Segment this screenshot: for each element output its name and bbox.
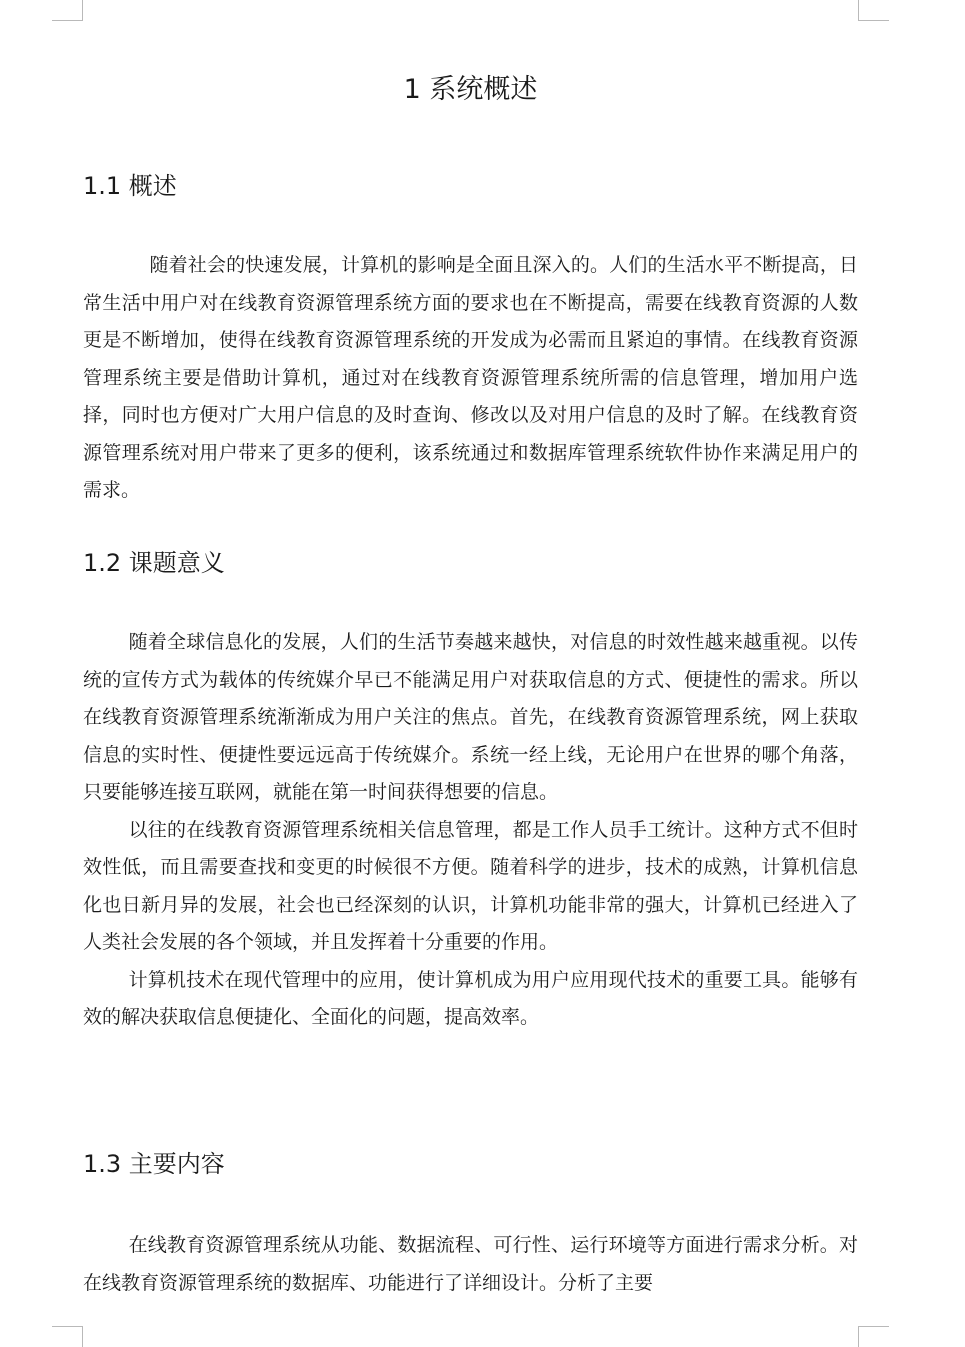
- paragraph: 在线教育资源管理系统从功能、数据流程、可行性、运行环境等方面进行需求分析。对在线教育资源管理系统的数据库、功能进行了详细设计。分析了主要: [83, 1234, 858, 1294]
- section-body-significance: [83, 624, 858, 1037]
- crop-mark-top-right: [858, 0, 889, 21]
- section-body-main-content: [83, 1227, 858, 1302]
- chapter-title: 1 系统概述: [403, 74, 538, 105]
- crop-mark-bottom-right: [858, 1326, 889, 1347]
- crop-mark-bottom-left: [52, 1326, 83, 1347]
- section-title-significance: 1.2 课题意义: [83, 549, 225, 577]
- paragraph: 随着社会的快速发展，计算机的影响是全面且深入的。人们的生活水平不断提高，日常生活中用户对在线教育资源管理系统方面的要求也在不断提高，需要在线教育资源的人数更是不断增加，使得在线教育资源管理系统的开发成为必需而且紧迫的事情。在线教育资源管理系统主要是借助计算机，通过对在线教育资源管理系统所需的信息管理，增加用户选择，同时也方便对广大用户信息的及时查询、修改以及对用户信息的及时了解。在线教育资源管理系统对用户带来了更多的便利，该系统通过和数据库管理系统软件协作来满足用户的需求。: [83, 254, 858, 501]
- paragraph: 计算机技术在现代管理中的应用，使计算机成为用户应用现代技术的重要工具。能够有效的解决获取信息便捷化、全面化的问题，提高效率。: [83, 968, 858, 1028]
- section-body-overview: [83, 247, 858, 510]
- paragraph: 随着全球信息化的发展，人们的生活节奏越来越快，对信息的时效性越来越重视。以传统的宣传方式为载体的传统媒介早已不能满足用户对获取信息的方式、便捷性的需求。所以在线教育资源管理系统渐渐成为用户关注的焦点。首先，在线教育资源管理系统，网上获取信息的实时性、便捷性要远远高于传统媒介。系统一经上线，无论用户在世界的哪个角落，只要能够连接互联网，就能在第一时间获得想要的信息。: [83, 631, 858, 803]
- crop-mark-top-left: [52, 0, 83, 21]
- section-title-overview: 1.1 概述: [83, 172, 177, 200]
- paragraph: 以往的在线教育资源管理系统相关信息管理，都是工作人员手工统计。这种方式不但时效性低，而且需要查找和变更的时候很不方便。随着科学的进步，技术的成熟，计算机信息化也日新月异的发展，社会也已经深刻的认识，计算机功能非常的强大，计算机已经进入了人类社会发展的各个领域，并且发挥着十分重要的作用。: [83, 818, 858, 953]
- section-title-main-content: 1.3 主要内容: [83, 1150, 225, 1178]
